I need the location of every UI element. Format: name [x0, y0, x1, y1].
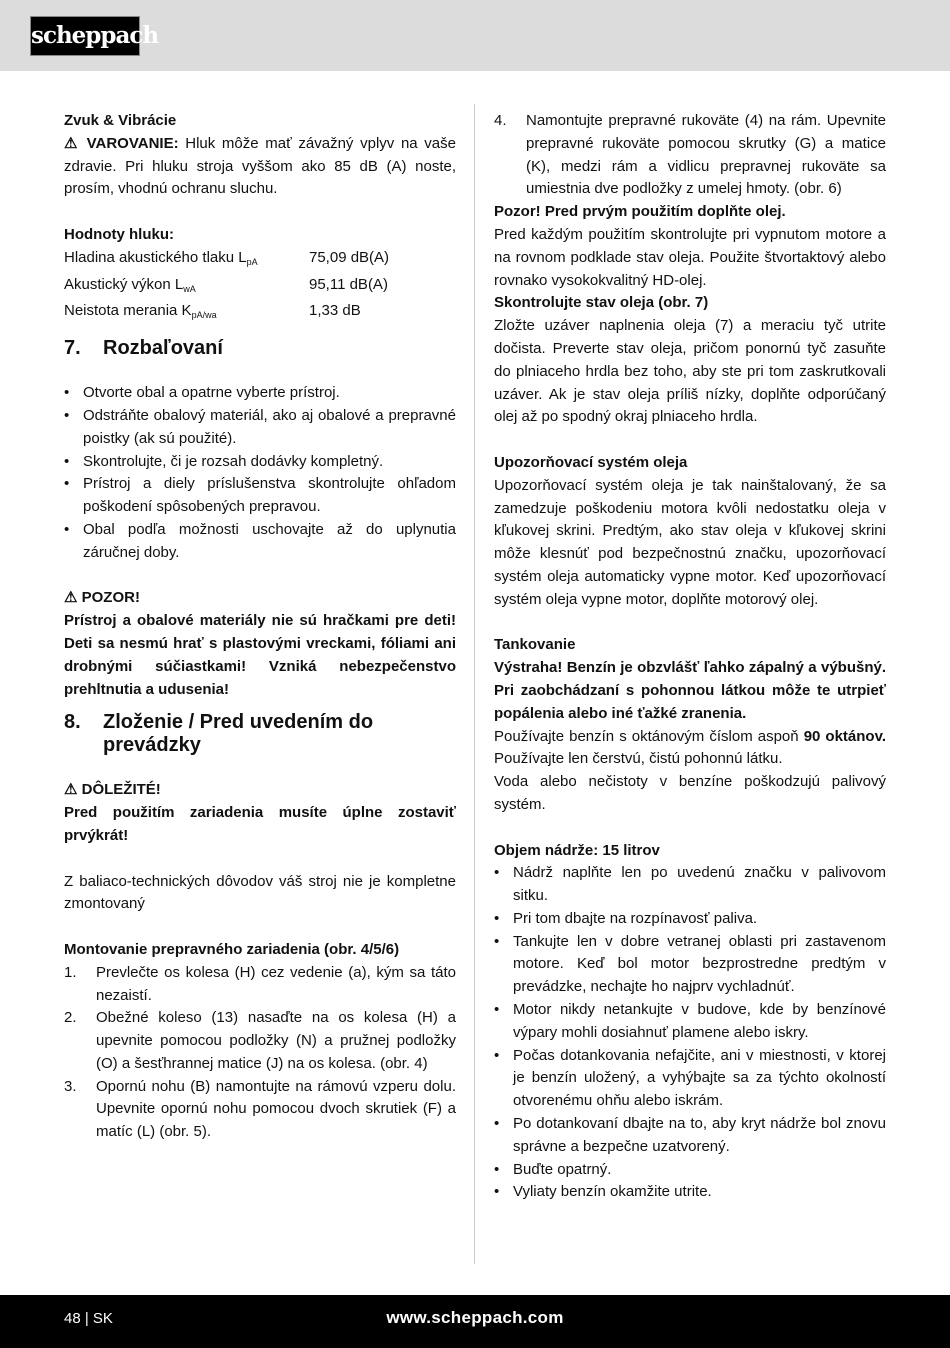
- spacer: [64, 916, 456, 939]
- list-item: [494, 862, 886, 908]
- paragraph: [494, 201, 886, 224]
- list-item-text: Vyliaty benzín okamžite utrite.: [513, 1183, 712, 1201]
- list-item-text: Tankujte len v dobre vetranej oblasti pri zastavenom motore. Keď bol motor bezprostredne predtým v prevádzke, nechajte ho najprv vychladnúť.: [513, 932, 886, 996]
- bullet-icon: •: [494, 1183, 500, 1201]
- list-number: 4.: [494, 112, 507, 129]
- bullet-list: [64, 382, 456, 564]
- list-item-text: Otvorte obal a opatrne vyberte prístroj.: [83, 384, 340, 402]
- paragraph: [64, 133, 456, 201]
- list-number: 1.: [64, 963, 77, 981]
- bullet-icon: •: [64, 384, 70, 402]
- bold-text: 90 oktánov.: [803, 727, 886, 745]
- bullet-icon: •: [64, 452, 70, 470]
- bold-text: Pozor! Pred prvým použitím doplňte olej.: [494, 203, 786, 221]
- paragraph: [494, 634, 886, 657]
- paragraph: [494, 840, 886, 863]
- page-header: [0, 0, 950, 71]
- spacer: [494, 429, 886, 452]
- noise-label: [64, 300, 309, 327]
- page-footer: [0, 1295, 950, 1348]
- list-item: [494, 110, 886, 201]
- list-item-text: Buďte opatrný.: [513, 1160, 612, 1178]
- list-item-text: Opornú nohu (B) namontujte na rámovú vzperu dolu. Upevnite opornú nohu pomocou dvoch skrutiek (F) a matíc (L) (obr. 5).: [96, 1077, 456, 1141]
- list-item: [64, 473, 456, 519]
- column-divider: [474, 104, 475, 1264]
- paragraph: [64, 610, 456, 701]
- spacer: [494, 817, 886, 840]
- section-title: Rozbaľovaní: [103, 337, 223, 360]
- paragraph: [494, 771, 886, 817]
- bullet-icon: •: [64, 475, 70, 493]
- list-item: [494, 1045, 886, 1113]
- noise-label-text: Hladina akustického tlaku L: [64, 248, 247, 266]
- list-item-text: Obežné koleso (13) nasaďte na os kolesa (H) a upevnite pomocou podložky (N) a pružnej podložky (O) a šesťhrannej matice (J) na os kolesa. (obr. 4): [96, 1009, 456, 1072]
- list-item-text: Po dotankovaní dbajte na to, aby kryt nádrže bol znovu správne a bezpečne uzatvorený.: [513, 1115, 886, 1155]
- text-run: Voda alebo nečistoty v benzíne poškodzujú palivový systém.: [494, 773, 886, 813]
- bullet-icon: •: [494, 932, 500, 950]
- bold-text: Upozorňovací systém oleja: [494, 453, 688, 471]
- bold-text: ⚠ DÔLEŽITÉ!: [64, 781, 161, 799]
- numbered-list: [64, 962, 456, 1144]
- bold-text: Pred použitím zariadenia musíte úplne zostaviť prvýkrát!: [64, 804, 456, 844]
- paragraph: [64, 802, 456, 848]
- bullet-icon: •: [64, 406, 70, 424]
- paragraph: [494, 224, 886, 292]
- scheppach-logo: scheppach: [30, 16, 140, 56]
- bullet-icon: •: [64, 520, 70, 538]
- bold-text: Hodnoty hluku:: [64, 225, 174, 243]
- paragraph: [494, 726, 886, 772]
- list-item-text: Obal podľa možnosti uschovajte až do uplynutia záručnej doby.: [83, 520, 456, 561]
- text-run: Upozorňovací systém oleja je tak nainštalovaný, že sa zamedzuje poškodeniu motora kvôli nedostatku oleja v kľukovej skrini. Predtým, ako stav oleja v kľukovej skrini môže klesnúť pod bezpečnostnú značku, upozorňovací systém oleja automaticky vypne motor. Keď upozorňovací systém oleja vypne motor, doplňte motorový olej.: [494, 476, 886, 608]
- website-link[interactable]: www.scheppach.com: [386, 1308, 564, 1327]
- bold-text: ⚠ POZOR!: [64, 589, 140, 607]
- left-column: [64, 110, 456, 1144]
- paragraph: [64, 587, 456, 610]
- noise-label-text: Akustický výkon L: [64, 275, 184, 293]
- list-item: [64, 382, 456, 405]
- bullet-icon: •: [494, 1160, 500, 1178]
- list-number: 3.: [64, 1077, 77, 1095]
- bold-text: Zvuk & Vibrácie: [64, 112, 177, 129]
- list-item-text: Motor nikdy netankujte v budove, kde by benzínové výpary mohli dosiahnuť plamene alebo iskry.: [513, 1001, 886, 1041]
- paragraph: [64, 939, 456, 962]
- text-run: Hluk môže mať závažný vplyv na vaše zdravie. Pri hluku stroja vyššom ako 85 dB (A) noste, prosím, vhodnú ochranu sluchu.: [64, 134, 456, 198]
- noise-value-row: [64, 274, 456, 301]
- paragraph: [64, 224, 456, 247]
- text-run: Pred každým použitím skontrolujte pri vypnutom motore a na rovnom podklade stav oleja. Použite štvortaktový alebo rovnako vysokokvalitný HD-olej.: [494, 225, 886, 289]
- right-column: [494, 110, 886, 1204]
- list-item: [494, 1159, 886, 1182]
- bullet-icon: •: [494, 1046, 500, 1064]
- text-run: Z baliaco-technických dôvodov váš stroj nie je kompletne zmontovaný: [64, 872, 456, 913]
- list-item-text: Odstráňte obalový materiál, ako aj obalové a prepravné poistky (ak sú použité).: [83, 406, 456, 447]
- numbered-list: [494, 110, 886, 201]
- noise-label-subscript: wA: [183, 283, 196, 294]
- section-heading: [64, 711, 456, 757]
- list-item: [64, 962, 456, 1008]
- bold-text: Tankovanie: [494, 636, 576, 654]
- noise-label: [64, 247, 309, 274]
- list-number: 2.: [64, 1009, 77, 1027]
- list-item: [494, 1181, 886, 1204]
- noise-value-row: [64, 247, 456, 274]
- paragraph: [494, 452, 886, 475]
- list-item: [494, 999, 886, 1045]
- list-item: [494, 908, 886, 931]
- bold-text: Skontrolujte stav oleja (obr. 7): [494, 294, 709, 312]
- list-item: [64, 519, 456, 565]
- bold-text: Objem nádrže: 15 litrov: [494, 841, 660, 859]
- text-run: Používajte benzín s oktánovým číslom aspoň: [494, 727, 804, 745]
- paragraph: [494, 315, 886, 429]
- section-heading: [64, 337, 456, 360]
- list-item: [64, 405, 456, 451]
- noise-label: [64, 274, 309, 301]
- list-item-text: Namontujte prepravné rukoväte (4) na rám. Upevnite prepravné rukoväte pomocou skrutky (G) a matice (K), medzi rám a vidlicu prepravnej rukoväte sa umiestnia dve podložky z umelej hmoty. (obr. 6): [526, 112, 886, 198]
- text-run: Používajte len čerstvú, čistú pohonnú látku.: [494, 750, 783, 768]
- bold-text: ⚠ VAROVANIE:: [64, 134, 179, 152]
- list-item-text: Pri tom dbajte na rozpínavosť paliva.: [513, 909, 758, 927]
- section-title: Zloženie / Pred uvedením do prevádzky: [103, 711, 374, 757]
- list-item-text: Nádrž naplňte len po uvedenú značku v palivovom sitku.: [513, 864, 886, 905]
- paragraph: [494, 657, 886, 725]
- bold-text: Výstraha! Benzín je obzvlášť ľahko zápalný a výbušný. Pri zaobchádzaní s pohonnou látkou môže te utrpieť popálenia alebo iné ťažké zranenia.: [494, 659, 886, 722]
- bold-text: Prístroj a obalové materiály nie sú hračkami pre deti! Deti sa nesmú hrať s plastovými vreckami, fóliami ani drobnými súčiastkami! Vzniká nebezpečenstvo prehltnutia a udusenia!: [64, 612, 456, 698]
- noise-label-subscript: pA: [246, 256, 258, 267]
- spacer: [64, 565, 456, 588]
- paragraph: [64, 871, 456, 917]
- noise-value-row: [64, 300, 456, 327]
- list-item: [64, 1076, 456, 1144]
- list-item: [494, 1113, 886, 1159]
- page-number: 48 | SK: [64, 1310, 113, 1327]
- list-item-text: Skontrolujte, či je rozsah dodávky kompletný.: [83, 452, 384, 470]
- bullet-icon: •: [494, 1001, 500, 1019]
- bullet-icon: •: [494, 1115, 500, 1133]
- list-item: [494, 931, 886, 999]
- bullet-list: [494, 862, 886, 1204]
- noise-label-subscript: pA/wa: [191, 310, 217, 321]
- paragraph: [494, 475, 886, 612]
- spacer: [64, 201, 456, 224]
- section-number: 7.: [64, 337, 81, 360]
- paragraph: [494, 292, 886, 315]
- list-item-text: Počas dotankovania nefajčite, ani v miestnosti, v ktorej je benzín uložený, a vyhýbajte sa za týchto okolností otvorenému ohňu alebo iskrám.: [513, 1046, 886, 1110]
- bullet-icon: •: [494, 864, 500, 882]
- bold-text: Montovanie prepravného zariadenia (obr. 4/5/6): [64, 940, 400, 958]
- text-run: Zložte uzáver naplnenia oleja (7) a meraciu tyč utrite dočista. Preverte stav oleja, pričom ponornú tyč zasuňte do plniaceho hrdla bez toho, aby ste pri tom zaskrutkovali uzáver. Ak je stav oleja príliš nízky, doplňte odporúčaný olej až po spodný okraj plniaceho hrdla.: [494, 317, 886, 426]
- list-item-text: Prevlečte os kolesa (H) cez vedenie (a), kým sa táto nezaistí.: [96, 963, 456, 1004]
- paragraph: [64, 779, 456, 802]
- list-item: [64, 1007, 456, 1075]
- section-number: 8.: [64, 711, 81, 734]
- list-item-text: Prístroj a diely príslušenstva skontrolujte ohľadom poškodení spôsobených prepravou.: [83, 475, 456, 516]
- noise-value: 75,09 dB(A): [309, 248, 390, 266]
- spacer: [64, 848, 456, 871]
- noise-label-text: Neistota merania K: [64, 302, 192, 320]
- paragraph: [64, 110, 456, 133]
- list-item: [64, 451, 456, 474]
- spacer: [494, 612, 886, 635]
- noise-value: 1,33 dB: [309, 302, 361, 320]
- noise-value: 95,11 dB(A): [309, 275, 388, 293]
- bullet-icon: •: [494, 909, 500, 927]
